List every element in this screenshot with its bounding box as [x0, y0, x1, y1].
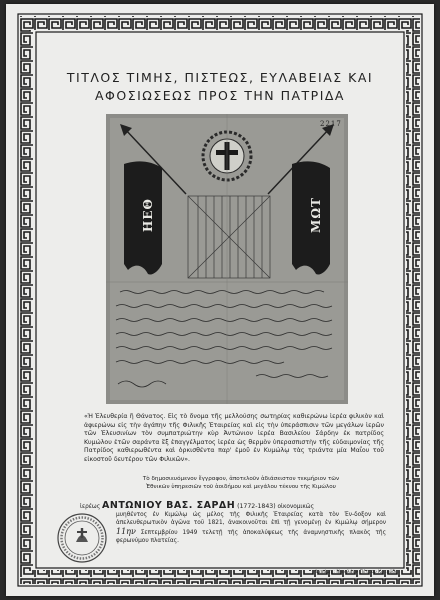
handwritten-date: 11ην: [116, 526, 136, 536]
name-prefix: ἱερέως: [80, 504, 101, 510]
closing-text-start: μυηθέντος ἐν Κιμώλῳ ὡς μέλος τῆς Φιλικῆς Ἑταιρείας κατὰ τὸν Ἐν-δοξον καὶ ἀπελευθερωτικὸν ἀγῶνα τοῦ 1821, ἀνακοινοῦται ἐπὶ τῇ γενομένῃ ἐν Κιμώλῳ σήμερον: [116, 512, 386, 527]
certificate-photo: [106, 114, 348, 404]
document-sheet: [6, 4, 434, 596]
priest-name-line: [80, 500, 400, 511]
name-suffix: οἰκονομικῶς: [277, 504, 315, 510]
priest-name: ΑΝΤΩΝΙΟΥ ΒΑΣ. ΣΑΡΔΗ: [102, 500, 236, 511]
right-banner-label: ΜΩΤ: [308, 197, 323, 233]
oath-paragraph: «Ἡ Ἐλευθερία ἢ Θάνατος. Εἰς τὸ ὄνομα τῆς μελλούσης σωτηρίας καθιερώνω ἱερέα φιλικὸν καὶ ἀφιερώνω εἰς τὴν ἀγάπην τῆς Φιλικῆς Ἑταιρείας καὶ εἰς τὴν ὑπεράσπισιν τῶν μεγάλων ἱερῶν τῶν Ἐλευσινίων τὸν συμπατριώτην κὺρ Ἀντώνιον ἱερέα Βασιλείου Σάρδην ἐκ πατρίδος Κυμώλου ἐτῶν σαράντα ἓξ ἐπαγγέλματος ἱερέα ὡς θερμὸν ὑπερασπιστὴν τῆς εὐδαιμονίας τῆς Πατρίδος καθιερωθέντα καὶ ὁρκισθέντα παρ' ἐμοῦ ἐν Κυμώλῳ τὰς τριάντα μία Μαΐου τοῦ εἰκοστοῦ δευτέρου τῶν Φιλικῶν».: [84, 413, 384, 463]
stamp-seal-icon: [56, 512, 108, 564]
closing-text-end: Σεπτεμβρίου 1949 τελετῇ τῆς ἀποκαλύψεως τῆς ἀναμνηστικῆς πλακὸς τῆς φερωνύμου πλατείας.: [116, 529, 387, 545]
note-line-1: Τὸ δημοσιευόμενον ἔγγραφον, ἀποτελοῦν ἀδιάσειστον τεκμήριον τῶν: [142, 476, 340, 482]
left-banner-label: ΗΕΘ: [140, 198, 155, 232]
title-line-1: ΤΙΤΛΟΣ ΤΙΜΗΣ, ΠΙΣΤΕΩΣ, ΕΥΛΑΒΕΙΑΣ ΚΑΙ: [66, 70, 374, 85]
note-text: [116, 475, 366, 491]
note-line-2: Ἐθνικῶν ὑπηρεσιῶν τοῦ ἀοιδήμου καὶ μεγάλου τέκνου τῆς Κιμώλου: [146, 484, 336, 490]
life-dates: (1772-1843): [237, 503, 276, 510]
title-line-2: ΑΦΟΣΙΩΣΕΩΣ ΠΡΟΣ ΤΗΝ ΠΑΤΡΙΔΑ: [94, 88, 345, 103]
corner-number: 2217: [320, 120, 342, 128]
closing-text: [116, 511, 386, 546]
footer-sponsor-note: Δαπάνῃ : Νικολάου Πέτρου Κρεμύδα: [314, 570, 398, 575]
